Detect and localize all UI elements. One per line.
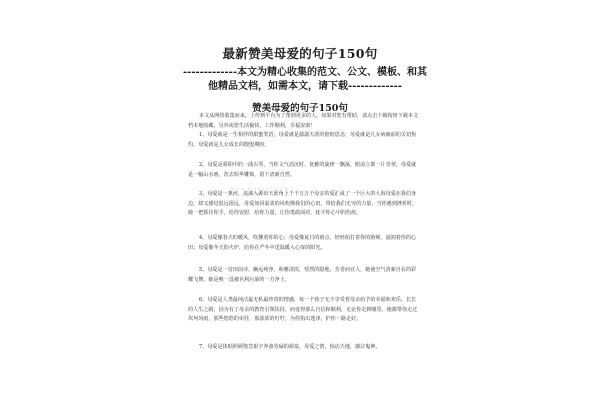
document-title: 最新赞美母爱的句子150句 <box>222 46 378 61</box>
paragraph-5: 5、母爱是一首田园诗，幽远纯净，和雅清淡，恬然的隐地，芳香而宜人，她使空气清新自在的彩蝶飞舞，她是唯一没被名利污染的一方净土。 <box>188 267 417 283</box>
download-notice: -------------本文为精心收集的范文、公文、模板、和其他精品文档，如需本文，请下载------------- <box>183 67 427 92</box>
paragraph-2: 2、母爱是骄阳中的一曲古琴，当你文气消沉时，优雅的旋律一飘荡，眼前立即一片青翠，母爱就是一幅山水画，洗去铅华雕饰，留下清新自然。 <box>188 162 417 178</box>
paragraph-3: 3、母爱是一条河，流淌入源出天涯角上千千万万个母亲的爱汇成了一个巨大的大海母爱在我们身边，却又感觉很远很远，母爱如同温柔的风吹拂我们的心田，带给我们无穷的力量，当你遇到挫折时，她一把抓住你手，给你安慰，给你力量，让你勇敢面对，抚平你心中的伤痕。 <box>188 191 418 216</box>
watermark: www.wodocx.com <box>230 186 290 192</box>
paragraph-6: 6、母爱是人类最纯洁最无私最珍贵的情感，每一个孩子无不享受着母亲给予的幸福和欢乐，长长的人生之路，因为有了母亲的教育引领扶持，而变得那么自信和顺利，无论你走到哪里，她都带你走过坎坷风雨，那些悠悠的牵挂，那浓浓的叮咛，为你指出迷津，护你一路走好。 <box>188 297 418 322</box>
intro-paragraph: 本文从网络收集而来，上传到平台为了帮到更多的人，如果对您有帮助，请点击下载按钮下载本文档本地收藏，另外祝您生活愉快，工作顺利，幸福安康！ <box>188 113 419 129</box>
document-subtitle: 赞美母爱的句子150句 <box>252 103 348 114</box>
paragraph-7: 7、母爱是体贴照顾饱尝艰辛奔波劳碌的源泉，母爱之情，惊动天地，感泣鬼神。 <box>199 344 381 350</box>
paragraph-4: 4、母爱像春天的暖风，吹拂着你的心；母爱像夏日的雨点，轻轻拍打着你的脸颊，滋润着你的心田；母爱像冬天的火炉，给你在严冬中送温暖入心扉的阳光。 <box>188 235 417 251</box>
paragraph-1: 1、母爱就是一生相伴的甜蜜笑语，母爱就是潺潺天涯的惦惦思念，母爱就是儿女病痛前的关切焦灼，母爱就是儿女成长的殷殷期盼。 <box>188 132 417 148</box>
